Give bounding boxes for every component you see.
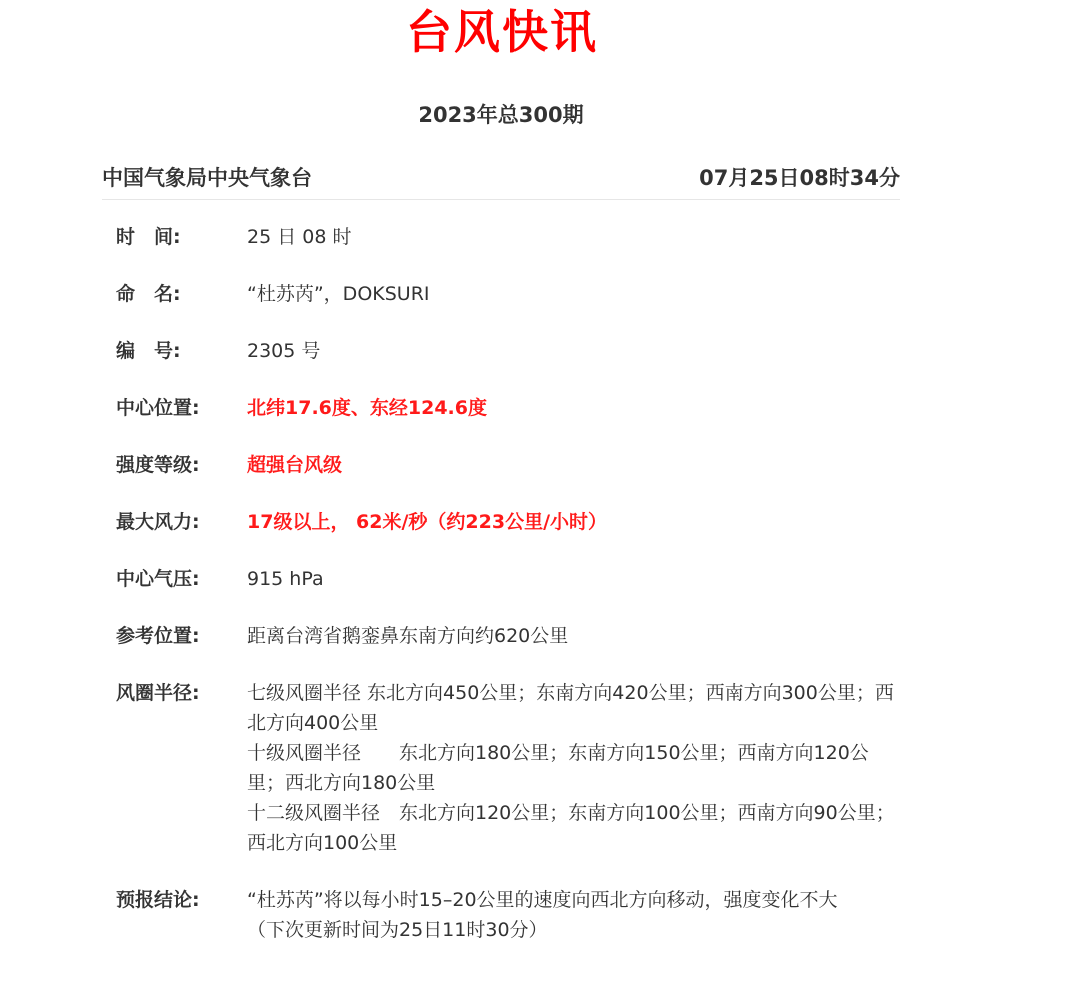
header-divider xyxy=(102,199,900,200)
row-max-wind xyxy=(116,507,896,537)
row-reference-position xyxy=(116,621,896,651)
row-center-position-label: 中心位置: xyxy=(116,397,200,419)
row-forecast-label: 预报结论: xyxy=(116,889,200,911)
row-max-wind-value: 17级以上， 62米/秒（约223公里/小时） xyxy=(247,511,608,533)
row-wind-radius xyxy=(116,678,896,858)
wind-radius-7-line: 七级风圈半径 东北方向450公里；东南方向420公里；西南方向300公里；西北方向400公里 xyxy=(247,682,894,734)
row-pressure-label: 中心气压: xyxy=(116,568,200,590)
row-wind-radius-value xyxy=(247,678,896,858)
row-name-value: “杜苏芮”，DOKSURI xyxy=(247,283,430,305)
row-number-value: 2305 号 xyxy=(247,340,321,362)
row-number xyxy=(116,336,896,366)
row-reference-position-label: 参考位置: xyxy=(116,625,200,647)
row-center-position xyxy=(116,393,896,423)
agency-name: 中国气象局中央气象台 xyxy=(102,166,312,190)
row-time-value: 25 日 08 时 xyxy=(247,226,352,248)
row-pressure-value: 915 hPa xyxy=(247,568,324,590)
wind-radius-12-line: 十二级风圈半径 东北方向120公里；东南方向100公里；西南方向90公里；西北方向100公里 xyxy=(247,802,895,854)
row-time-label: 时 间: xyxy=(116,226,181,248)
row-max-wind-label: 最大风力: xyxy=(116,511,200,533)
row-time xyxy=(116,222,896,252)
bulletin-header xyxy=(102,161,900,195)
row-pressure xyxy=(116,564,896,594)
next-update-text: （下次更新时间为25日11时30分） xyxy=(247,919,548,941)
row-wind-radius-label: 风圈半径: xyxy=(116,682,200,704)
row-number-label: 编 号: xyxy=(116,340,181,362)
row-name-label: 命 名: xyxy=(116,283,181,305)
row-name xyxy=(116,279,896,309)
page-title: 台风快讯 xyxy=(406,5,598,59)
typhoon-info-list xyxy=(116,222,896,945)
publish-datetime: 07月25日08时34分 xyxy=(699,166,900,190)
forecast-text: “杜苏芮”将以每小时15–20公里的速度向西北方向移动，强度变化不大 xyxy=(247,889,838,911)
row-intensity-label: 强度等级: xyxy=(116,454,200,476)
issue-number: 2023年总300期 xyxy=(418,103,584,127)
row-forecast xyxy=(116,885,896,945)
row-reference-position-value: 距离台湾省鹅銮鼻东南方向约620公里 xyxy=(247,625,569,647)
wind-radius-10-line: 十级风圈半径 东北方向180公里；东南方向150公里；西南方向120公里；西北方向180公里 xyxy=(247,742,869,794)
row-intensity xyxy=(116,450,896,480)
row-center-position-value: 北纬17.6度、东经124.6度 xyxy=(247,397,487,419)
row-intensity-value: 超强台风级 xyxy=(247,454,343,476)
row-forecast-value xyxy=(247,885,896,945)
